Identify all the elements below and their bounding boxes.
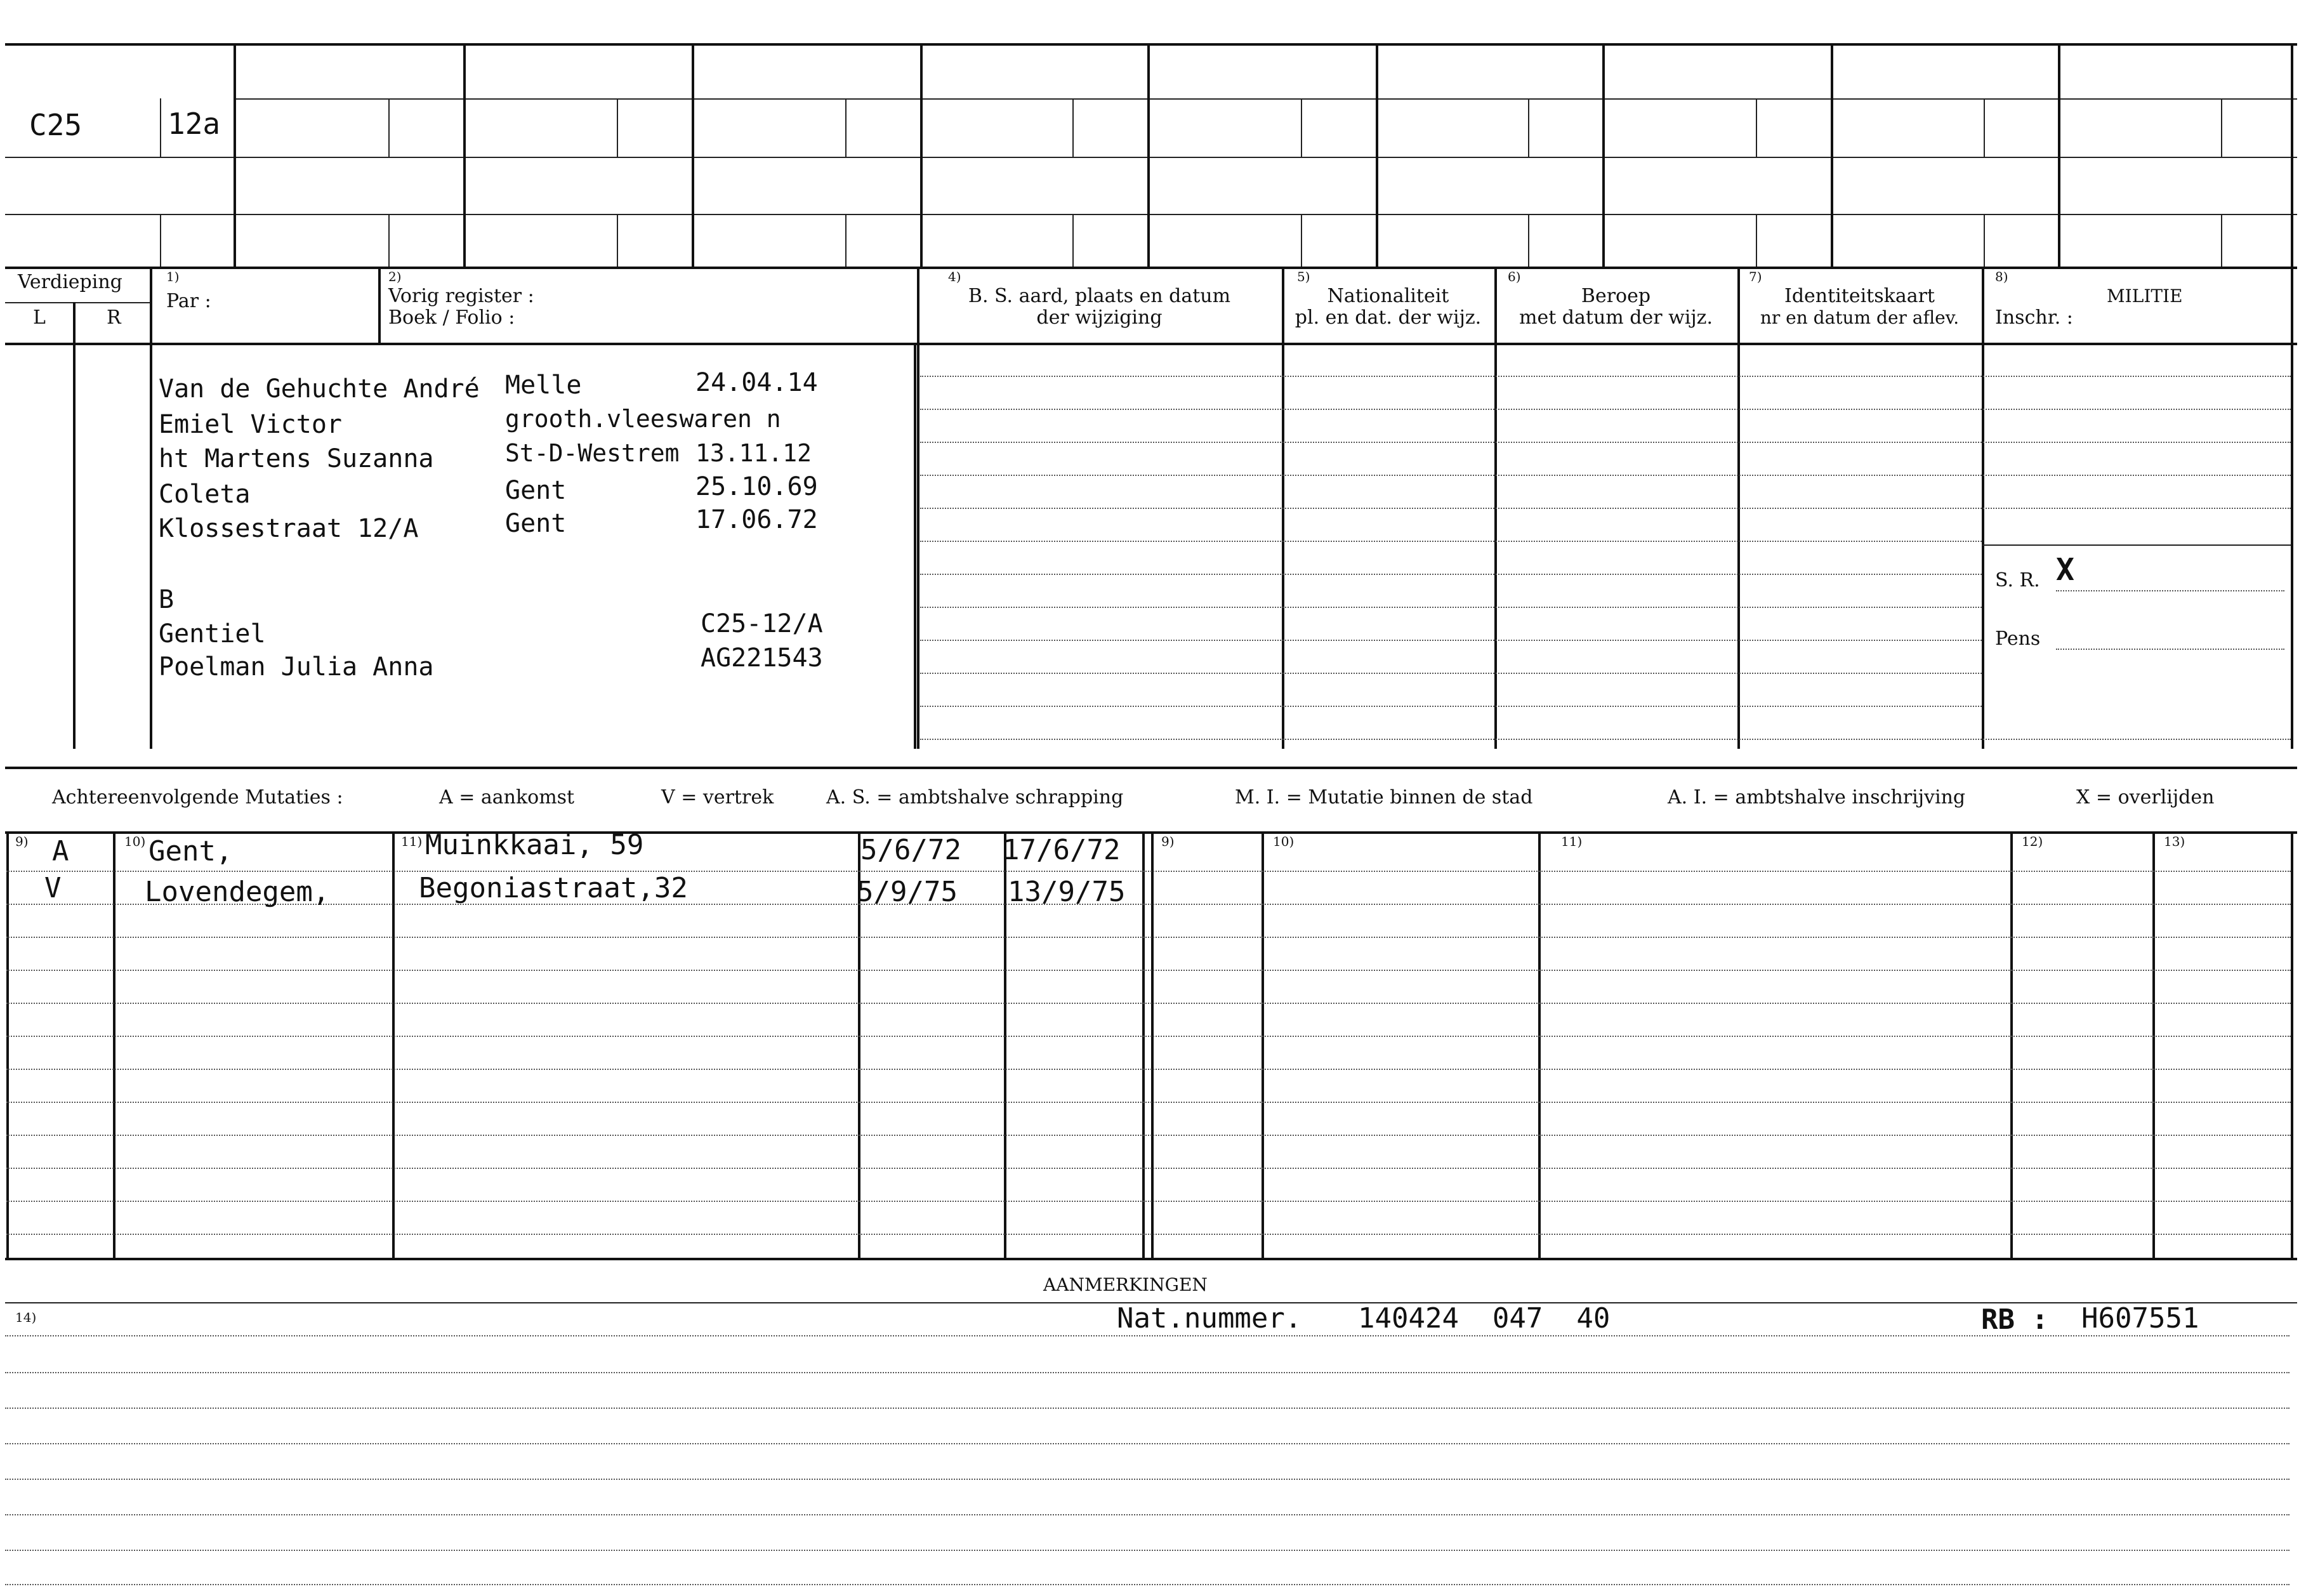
right-label: R (107, 307, 121, 329)
mutation-place: Lovendegem, (145, 876, 330, 908)
col-number-11: 11) (401, 834, 423, 849)
date-3: 25.10.69 (695, 472, 818, 501)
col-number-1: 1) (166, 269, 180, 284)
nationaliteit-header-2: pl. en dat. der wijz. (1295, 307, 1482, 329)
par-label: Par : (166, 290, 211, 312)
legend-mi: M. I. = Mutatie binnen de stad (1235, 786, 1533, 808)
remarks-title: AANMERKINGEN (1043, 1274, 1208, 1295)
date-4: 17.06.72 (695, 505, 818, 534)
first-names-2: Gentiel (159, 619, 266, 649)
col-number-9b: 9) (1161, 834, 1175, 849)
mutation-address: Muinkkaai, 59 (425, 829, 644, 861)
spouse-name: ht Martens Suzanna (159, 444, 434, 473)
col-number-7: 7) (1749, 269, 1762, 284)
legend-a: A = aankomst (439, 786, 575, 808)
first-names: Emiel Victor (159, 410, 342, 439)
mother-name: Poelman Julia Anna (159, 652, 434, 682)
mutation-date-1: 5/6/72 (860, 834, 961, 866)
nat-number-value: 140424 047 40 (1358, 1302, 1611, 1335)
boek-folio-label: Boek / Folio : (388, 307, 515, 329)
place-4: Gent (505, 509, 567, 538)
vorig-register-label: Vorig register : (388, 285, 534, 307)
col-number-9: 9) (15, 834, 29, 849)
rb-value: H607551 (2081, 1302, 2199, 1335)
identiteit-header-1: Identiteitskaart (1784, 285, 1935, 307)
birthplace: Melle (505, 371, 582, 400)
mutation-date-1: 5/9/75 (857, 876, 958, 908)
col-number-8: 8) (1995, 269, 2008, 284)
legend-title: Achtereenvolgende Mutaties : (52, 786, 343, 808)
reference-code: C25-12/A (701, 609, 823, 638)
rb-label: RB : (1981, 1303, 2048, 1336)
sr-label: S. R. (1995, 569, 2040, 591)
beroep-header-2: met datum der wijz. (1519, 307, 1713, 329)
mutation-place: Gent, (148, 835, 233, 867)
spouse-birthplace: St-D-Westrem (505, 439, 680, 467)
militie-header: MILITIE (2107, 286, 2183, 307)
nat-number-label: Nat.nummer. (1117, 1302, 1302, 1335)
spouse-firstname: Coleta (159, 480, 251, 509)
mutation-address: Begoniastraat,32 (419, 872, 688, 904)
bs-header-2: der wijziging (1036, 307, 1163, 329)
letter-b: B (159, 585, 175, 614)
col-number-10: 10) (124, 834, 146, 849)
col-number-5: 5) (1297, 269, 1310, 284)
pens-label: Pens (1995, 628, 2041, 650)
legend-ai: A. I. = ambtshalve inschrijving (1668, 786, 1966, 808)
reference-code-2: AG221543 (701, 643, 823, 673)
mutation-date-2: 13/9/75 (1008, 876, 1126, 908)
col-number-6: 6) (1508, 269, 1521, 284)
col-number-10b: 10) (1273, 834, 1295, 849)
col-number-2: 2) (388, 269, 402, 284)
beroep-header-1: Beroep (1581, 285, 1651, 307)
mutation-type: V (44, 872, 62, 904)
col-number-14: 14) (15, 1310, 37, 1325)
identiteit-header-2: nr en datum der aflev. (1760, 307, 1960, 328)
left-label: L (33, 307, 46, 329)
person-name: Van de Gehuchte André (159, 374, 480, 404)
col-number-11b: 11) (1561, 834, 1583, 849)
sr-mark: X (2056, 552, 2074, 588)
register-code: C25 (29, 108, 82, 142)
verdieping-label: Verdieping (18, 271, 122, 293)
bs-header-1: B. S. aard, plaats en datum (968, 285, 1231, 307)
birthdate: 24.04.14 (695, 368, 818, 397)
legend-v: V = vertrek (661, 786, 774, 808)
legend-x: X = overlijden (2076, 786, 2215, 808)
place-3: Gent (505, 476, 567, 505)
col-number-12: 12) (2022, 834, 2043, 849)
nationaliteit-header-1: Nationaliteit (1327, 285, 1449, 307)
col-number-4: 4) (948, 269, 961, 284)
col-number-13: 13) (2164, 834, 2185, 849)
register-subcode: 12a (168, 107, 221, 141)
profession: grooth.vleeswaren n (505, 405, 781, 433)
street-address: Klossestraat 12/A (159, 514, 419, 543)
mutation-date-2: 17/6/72 (1003, 834, 1121, 866)
legend-as: A. S. = ambtshalve schrapping (826, 786, 1124, 808)
mutation-type: A (52, 835, 69, 867)
spouse-birthdate: 13.11.12 (695, 439, 812, 467)
inschr-label: Inschr. : (1995, 307, 2073, 329)
